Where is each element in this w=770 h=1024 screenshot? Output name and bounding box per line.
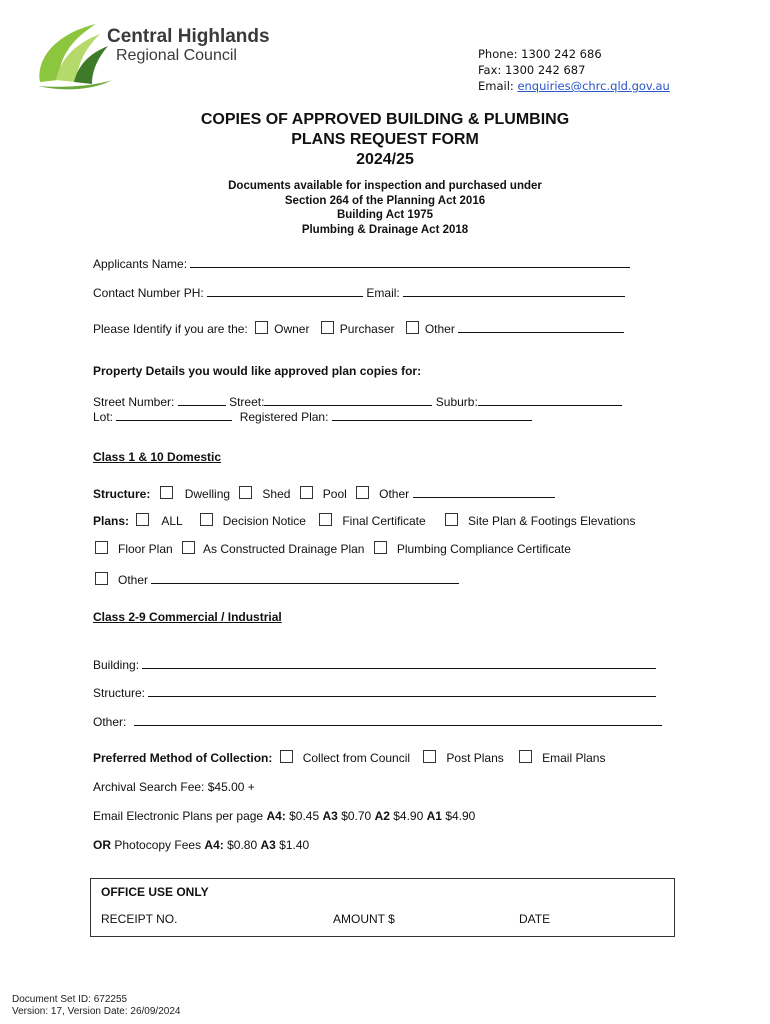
building-label: Building: — [93, 658, 140, 672]
title-line-1: COPIES OF APPROVED BUILDING & PLUMBING — [200, 111, 570, 128]
commercial-other-label: Other: — [93, 715, 127, 729]
structure-other-field[interactable] — [413, 485, 555, 498]
commercial-other-row — [93, 713, 662, 729]
email-line — [478, 78, 670, 94]
commercial-heading: Class 2-9 Commercial / Industrial — [93, 610, 282, 624]
email-a4-price: $0.45 — [289, 809, 320, 823]
subtitle-line-1: Documents available for inspection and purchased under — [228, 180, 542, 192]
street-number-label: Street Number: — [93, 395, 175, 409]
floor-plan-checkbox[interactable] — [95, 541, 108, 554]
subtitle-line-4: Plumbing & Drainage Act 2018 — [301, 223, 469, 236]
subtitle-line-2: Section 264 of the Planning Act 2016 — [284, 194, 486, 207]
form-title — [0, 110, 770, 170]
subtitle-line-3: Building Act 1975 — [336, 209, 434, 221]
plans-other-field[interactable] — [151, 571, 459, 584]
document-set-id: Document Set ID: 672255 — [12, 994, 128, 1005]
owner-label: Owner — [274, 322, 310, 336]
site-plan-checkbox[interactable] — [445, 513, 458, 526]
lot-row — [93, 408, 532, 424]
plans-other-label: Other — [118, 573, 149, 587]
archival-fee: Archival Search Fee: $45.00 + — [93, 780, 255, 794]
photo-a3-price: $1.40 — [279, 838, 310, 852]
street-field[interactable] — [264, 393, 432, 406]
final-certificate-checkbox[interactable] — [319, 513, 332, 526]
as-constructed-checkbox[interactable] — [182, 541, 195, 554]
logo-subtitle: Regional Council — [116, 47, 237, 64]
identify-row — [93, 320, 624, 336]
collect-council-label: Collect from Council — [302, 751, 411, 765]
document-footer — [12, 994, 180, 1018]
decision-notice-checkbox[interactable] — [200, 513, 213, 526]
email-label: Email: — [478, 79, 518, 93]
suburb-label: Suburb: — [435, 395, 478, 409]
dwelling-label: Dwelling — [184, 487, 231, 501]
plumbing-cert-label: Plumbing Compliance Certificate — [396, 542, 571, 556]
office-use-heading: OFFICE USE ONLY — [101, 885, 209, 899]
applicant-name-row — [93, 255, 630, 271]
final-certificate-label: Final Certificate — [342, 514, 426, 528]
collect-council-checkbox[interactable] — [280, 750, 293, 763]
dwelling-checkbox[interactable] — [160, 486, 173, 499]
or-label: OR — [93, 838, 111, 852]
title-line-3: 2024/25 — [356, 151, 414, 168]
email-a4-label: A4: — [266, 809, 286, 823]
registered-plan-field[interactable] — [332, 408, 532, 421]
owner-checkbox[interactable] — [255, 321, 268, 334]
pool-label: Pool — [322, 487, 347, 501]
council-logo — [34, 20, 284, 98]
purchaser-label: Purchaser — [339, 322, 395, 336]
other-checkbox[interactable] — [406, 321, 419, 334]
other-field[interactable] — [458, 320, 624, 333]
street-label: Street: — [229, 395, 265, 409]
lot-label: Lot: — [93, 410, 114, 424]
identify-label: Please Identify if you are the: — [93, 322, 248, 336]
building-field[interactable] — [142, 656, 656, 669]
plumbing-cert-checkbox[interactable] — [374, 541, 387, 554]
phone-text: Phone: 1300 242 686 — [478, 47, 602, 61]
office-use-box — [90, 878, 675, 937]
commercial-structure-row — [93, 684, 656, 700]
applicant-name-field[interactable] — [190, 255, 630, 268]
email-fees-row — [93, 809, 475, 823]
fax-text: Fax: 1300 242 687 — [478, 63, 586, 77]
email-a3-label: A3 — [322, 809, 338, 823]
suburb-field[interactable] — [478, 393, 622, 406]
email-a1-price: $4.90 — [445, 809, 476, 823]
receipt-label: RECEIPT NO. — [101, 912, 178, 926]
structure-row — [93, 485, 555, 501]
photocopy-label: Photocopy Fees — [114, 838, 202, 852]
floor-plan-label: Floor Plan — [118, 542, 173, 556]
photo-a3-label: A3 — [260, 838, 276, 852]
structure-other-checkbox[interactable] — [356, 486, 369, 499]
plans-other-checkbox[interactable] — [95, 572, 108, 585]
lot-field[interactable] — [116, 408, 232, 421]
pool-checkbox[interactable] — [300, 486, 313, 499]
other-label: Other — [424, 322, 455, 336]
applicant-name-label: Applicants Name: — [93, 257, 188, 271]
applicant-email-label: Email: — [366, 286, 400, 300]
email-fees-label: Email Electronic Plans per page — [93, 809, 264, 823]
building-row — [93, 656, 656, 672]
commercial-other-field[interactable] — [134, 713, 662, 726]
photocopy-fees-row — [93, 838, 309, 852]
email-plans-label: Email Plans — [542, 751, 606, 765]
form-subtitle — [0, 179, 770, 237]
plans-label: Plans: — [93, 514, 130, 528]
email-a2-price: $4.90 — [393, 809, 424, 823]
shed-checkbox[interactable] — [239, 486, 252, 499]
collection-row — [93, 750, 605, 765]
plans-row-3 — [95, 571, 459, 587]
contact-row — [93, 284, 625, 300]
date-label: DATE — [519, 912, 551, 926]
logo-title: Central Highlands — [107, 26, 270, 47]
purchaser-checkbox[interactable] — [321, 321, 334, 334]
collection-label: Preferred Method of Collection: — [93, 751, 273, 765]
plans-row-2 — [95, 541, 571, 556]
structure-label: Structure: — [93, 487, 151, 501]
site-plan-label: Site Plan & Footings Elevations — [468, 514, 636, 528]
email-a1-label: A1 — [426, 809, 442, 823]
email-a2-label: A2 — [374, 809, 390, 823]
contact-block — [478, 46, 670, 94]
contact-number-field[interactable] — [207, 284, 363, 297]
post-plans-checkbox[interactable] — [423, 750, 436, 763]
commercial-structure-field[interactable] — [148, 684, 656, 697]
domestic-heading: Class 1 & 10 Domestic — [93, 450, 222, 464]
photo-a4-price: $0.80 — [227, 838, 258, 852]
registered-plan-label: Registered Plan: — [239, 410, 329, 424]
all-checkbox[interactable] — [136, 513, 149, 526]
structure-other-label: Other — [379, 487, 410, 501]
as-constructed-label: As Constructed Drainage Plan — [203, 542, 365, 556]
applicant-email-field[interactable] — [403, 284, 625, 297]
email-plans-checkbox[interactable] — [519, 750, 532, 763]
shed-label: Shed — [262, 487, 291, 501]
plans-row-1 — [93, 513, 635, 528]
decision-notice-label: Decision Notice — [222, 514, 306, 528]
contact-number-label: Contact Number PH: — [93, 286, 204, 300]
street-number-field[interactable] — [178, 393, 226, 406]
email-a3-price: $0.70 — [341, 809, 372, 823]
all-label: ALL — [161, 514, 183, 528]
street-row — [93, 393, 622, 409]
version-info: Version: 17, Version Date: 26/09/2024 — [12, 1006, 181, 1017]
logo-swoosh-icon — [34, 20, 114, 92]
title-line-2: PLANS REQUEST FORM — [291, 131, 479, 148]
photo-a4-label: A4: — [204, 838, 224, 852]
email-link[interactable]: enquiries@chrc.qld.gov.au — [517, 79, 670, 93]
post-plans-label: Post Plans — [446, 751, 504, 765]
property-heading: Property Details you would like approved plan copies for: — [93, 364, 422, 378]
amount-label: AMOUNT $ — [333, 912, 395, 926]
commercial-structure-label: Structure: — [93, 686, 146, 700]
